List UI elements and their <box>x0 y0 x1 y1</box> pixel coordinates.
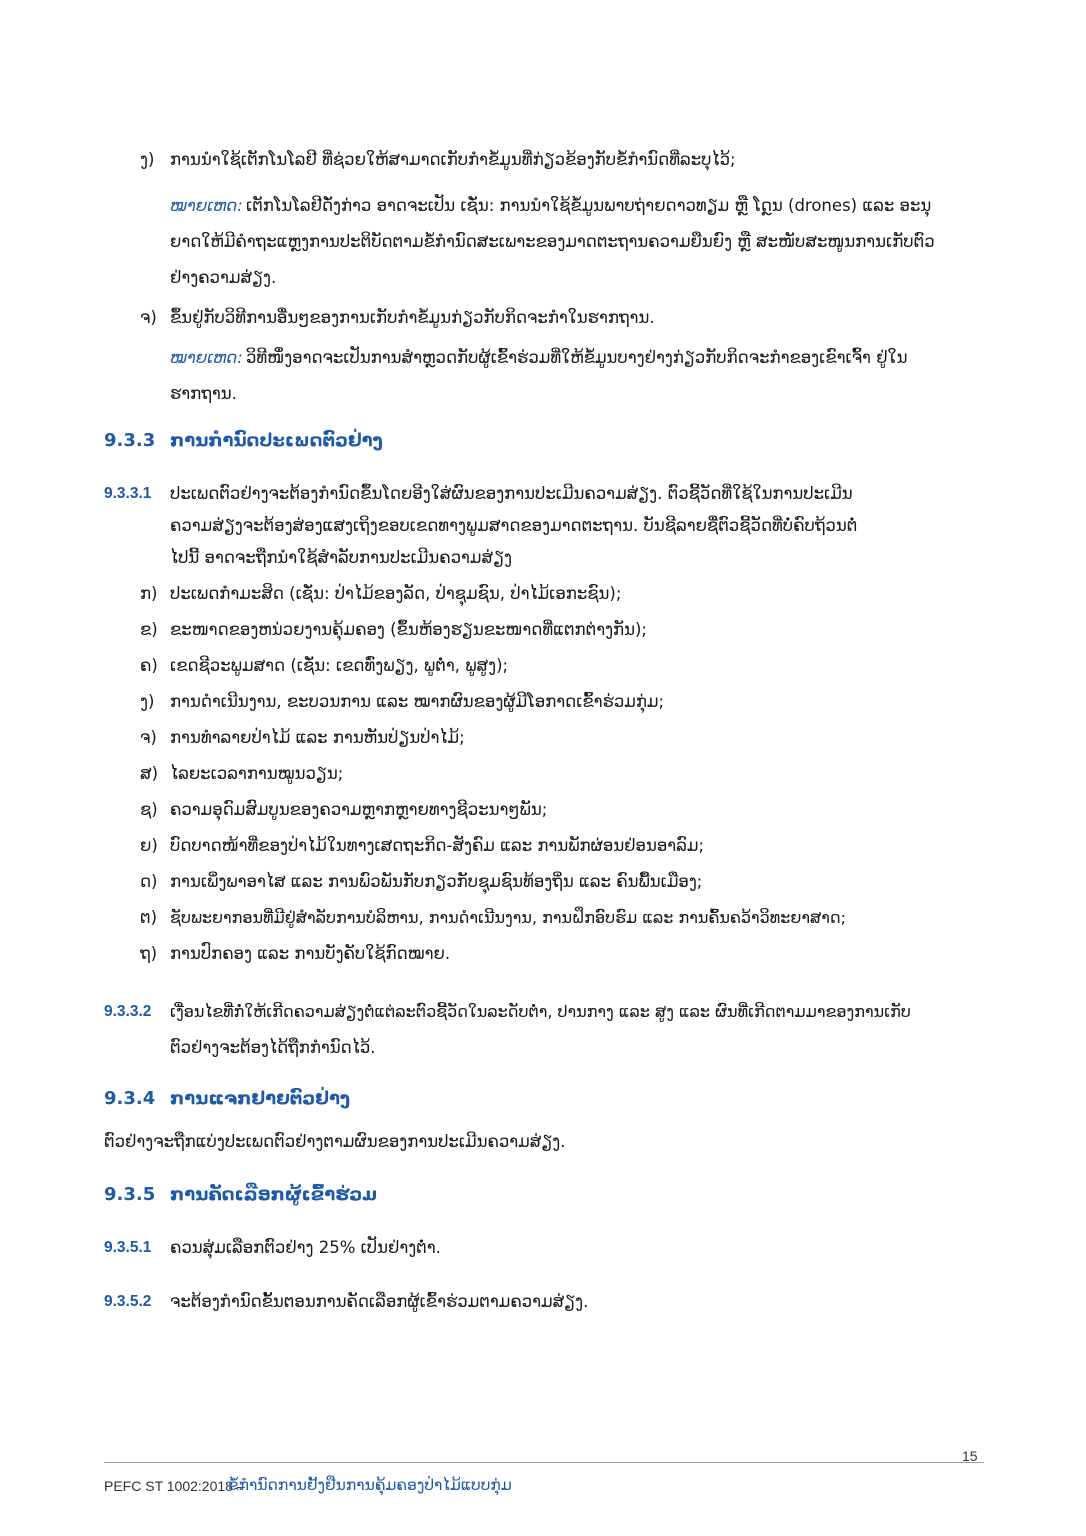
list-item-text: ບົດບາດໜ້າທີ່ຂອງປ່າໄມ້ໃນທາງເສດຖະກິດ-ສັງຄົມ ແລະ ການພັກຜ່ອນຢ່ອນອາລົມ; <box>170 836 705 855</box>
section-number: 9.3.4 <box>104 1088 156 1109</box>
section-number: 9.3.5 <box>104 1184 156 1205</box>
list-item-text: ໄລຍະເວລາການໝູນວຽນ; <box>170 764 344 783</box>
note-prefix: ໝາຍເຫດ: <box>170 348 243 367</box>
note-text-line: ຮາກຖານ. <box>170 384 237 403</box>
page-number: 15 <box>962 1448 978 1464</box>
paragraph-line: ຈະຕ້ອງກຳນົດຂັ້ນຕອນການຄັດເລືອກຜູ້ເຂົ້າຮ່ວມຕາມຄວາມສ່ຽງ. <box>170 1292 589 1311</box>
list-label: ຈ) <box>140 308 157 327</box>
paragraph-line: ຕົວຢ່າງຈະຖືກແບ່ງປະເພດຕົວຢ່າງຕາມຜົນຂອງການປະເມີນຄວາມສ່ຽງ. <box>104 1132 566 1151</box>
clause-number: 9.3.5.1 <box>104 1239 152 1256</box>
section-number: 9.3.3 <box>104 430 156 451</box>
footer-standard-code: PEFC ST 1002:2018 – <box>104 1478 245 1494</box>
clause-number: 9.3.3.2 <box>104 1003 152 1020</box>
list-label: ຊ) <box>140 800 158 819</box>
list-item-text: ປະເພດກຳມະສິດ (ເຊັ່ນ: ປ່າໄມ້ຂອງລັດ, ປ່າຊຸມຊົນ, ປ່າໄມ້ເອກະຊົນ); <box>170 584 622 603</box>
list-item-text: ການເພິ່ງພາອາໄສ ແລະ ການພົວພັນກັບກຽວກັບຊຸມຊົນທ້ອງຖິ່ນ ແລະ ຄົນພື້ນເມືອງ; <box>170 872 703 891</box>
list-label: ຄ) <box>140 656 158 675</box>
section-heading: ການແຈກຢາຍຕົວຢ່າງ <box>170 1088 351 1109</box>
footer-document-title: ຂໍ້ກຳນົດການຢັ້ງຢືນການຄຸ້ມຄອງປ່າໄມ້ແບບກຸ່ມ <box>228 1476 512 1494</box>
list-item-text: ຄວາມອຸດົມສົມບູນຂອງຄວາມຫຼາກຫຼາຍທາງຊີວະນາໆພັນ; <box>170 800 548 819</box>
list-label: ສ) <box>140 764 159 783</box>
list-label: ຂ) <box>140 620 158 639</box>
list-label: ງ) <box>140 692 155 711</box>
paragraph-line: ຄວນສຸ່ມເລືອກຕົວຢ່າງ 25% ເປັນຢ່າງຕ່ຳ. <box>170 1238 441 1257</box>
note-prefix: ໝາຍເຫດ: <box>170 196 243 215</box>
note-text-line: ເຕັກໂນໂລຢີດັ່ງກ່າວ ອາດຈະເປັນ ເຊັ່ນ: ການນຳໃຊ້ຂໍ້ມູນພາບຖ່າຍດາວທຽມ ຫຼື ໂດຼນ (drones) ແລະ ອະນຸ <box>246 196 932 215</box>
note-text-line: ຢ່າງຄວາມສ່ຽງ. <box>170 268 277 287</box>
section-heading: ການກຳນົດປະເພດຕົວຢ່າງ <box>170 430 383 451</box>
list-label: ຈ) <box>140 728 157 747</box>
list-label: ຍ) <box>140 836 158 855</box>
clause-number: 9.3.5.2 <box>104 1293 152 1310</box>
list-item-text: ຂຶ້ນຢູ່ກັບວິທີການອື່ນໆຂອງການເກັບກຳຂໍ້ມູນກ່ຽວກັບກິດຈະກຳໃນຮາກຖານ. <box>170 308 655 327</box>
list-item-text: ການປົກຄອງ ແລະ ການບັງຄັບໃຊ້ກົດໝາຍ. <box>170 944 451 963</box>
list-item-text: ການທຳລາຍປ່າໄມ້ ແລະ ການຫັນປ່ຽນປ່າໄມ້; <box>170 728 465 747</box>
section-heading: ການຄັດເລືອກຜູ້ເຂົ້າຮ່ວມ <box>170 1184 378 1205</box>
list-item-text: ການດຳເນີນງານ, ຂະບວນການ ແລະ ໝາກຜົນຂອງຜູ້ມີໂອກາດເຂົ້າຮ່ວມກຸ່ມ; <box>170 692 665 711</box>
paragraph-line: ເງື່ອນໄຂທີ່ກໍ່ໃຫ້ເກີດຄວາມສ່ຽງຕໍ່ແຕ່ລະຕົວຊີ້ວັດໃນລະດັບຕ່ຳ, ປານກາງ ແລະ ສູງ ແລະ ຜົນທີ່ເກີດຕາມມາຂອງການເກັບ <box>170 1002 911 1021</box>
list-label: ຕ) <box>140 908 158 927</box>
list-label: ກ) <box>140 584 158 603</box>
list-label: ງ) <box>140 150 155 169</box>
list-item-text: ຂະໜາດຂອງຫນ່ວຍງານຄຸ້ມຄອງ (ຂຶ້ນຫ້ອງຮຽນຂະໜາດທີ່ແຕກຕ່າງກັນ); <box>170 620 647 639</box>
clause-number: 9.3.3.1 <box>104 485 152 502</box>
list-item-text: ການນຳໃຊ້ເຕັກໂນໂລຢີ ທີ່ຊ່ວຍໃຫ້ສາມາດເກັບກຳຂໍ້ມູນທີ່ກ່ຽວຂ້ອງກັບຂໍ້ກຳນົດທີ່ລະບຸໄວ້; <box>170 150 736 169</box>
list-label: ດ) <box>140 872 158 891</box>
note-text-line: ຍາດໃຫ້ມີຄຳຖະແຫຼງການປະຕິບັດຕາມຂໍ້ກຳນົດສະເພາະຂອງມາດຕະຖານຄວາມຍືນຍົງ ຫຼື ສະໜັບສະໜູນການເກັບຕົວ <box>170 232 935 251</box>
paragraph-line: ຄວາມສ່ຽງຈະຕ້ອງສ່ອງແສງເຖິງຂອບເຂດທາງພູມສາດຂອງມາດຕະຖານ. ບັນຊີລາຍຊື່ຕົວຊີ້ວັດທີ່ບໍ່ຄົບຖ້ວນຕໍ່ <box>170 516 858 535</box>
paragraph-line: ໄປນີ້ ອາດຈະຖືກນຳໃຊ້ສຳລັບການປະເມີນຄວາມສ່ຽງ <box>170 548 512 567</box>
paragraph-line: ປະເພດຕົວຢ່າງຈະຕ້ອງກຳນົດຂຶ້ນໂດຍອີງໃສ່ຜົນຂອງການປະເມີນຄວາມສ່ຽງ. ຕົວຊີ້ວັດທີ່ໃຊ້ໃນການປະເມີນ <box>170 484 853 503</box>
paragraph-line: ຕົວຢ່າງຈະຕ້ອງໄດ້ຖືກກຳນົດໄວ້. <box>170 1038 376 1057</box>
note-text-line: ວິທີໜຶ່ງອາດຈະເປັນການສຳຫຼວດກັບຜູ້ເຂົ້າຮ່ວມທີ່ໃຫ້ຂໍ້ມູນບາງຢ່າງກ່ຽວກັບກິດຈະກຳຂອງເຂົາເຈົ້າ ຢູ່ໃນ <box>246 348 908 367</box>
list-item-text: ຊັບພະຍາກອນທີ່ມີຢູ່ສຳລັບການບໍລິຫານ, ການດຳເນີນງານ, ການຝຶກອົບຮົມ ແລະ ການຄົ້ນຄວ້າວິທະຍາສາດ; <box>170 908 846 927</box>
list-item-text: ເຂດຊີວະພູມສາດ (ເຊັ່ນ: ເຂດທົ່ງພຽງ, ພູຕ່ຳ, ພູສູງ); <box>170 656 509 675</box>
footer-divider <box>104 1462 984 1463</box>
list-label: ຖ) <box>140 944 158 963</box>
